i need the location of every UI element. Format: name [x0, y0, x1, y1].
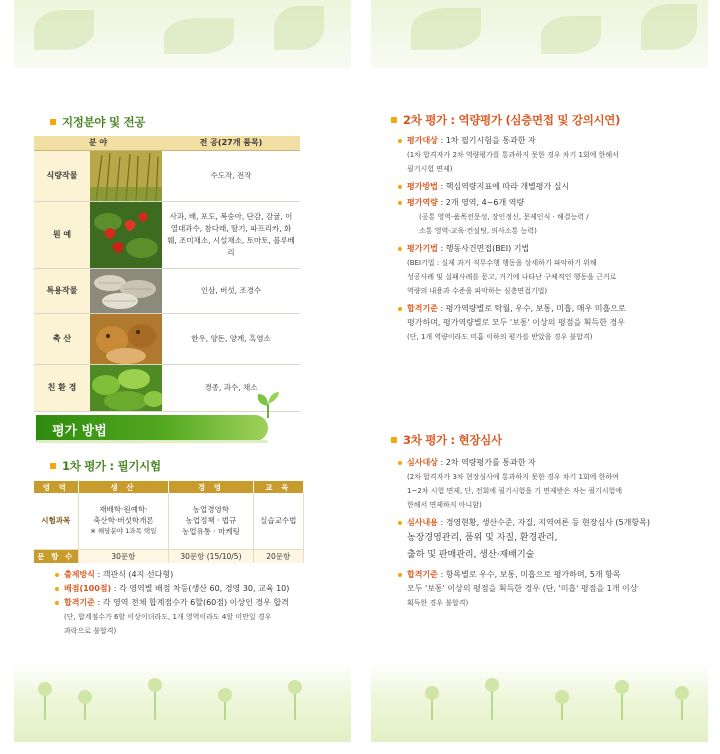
square-bullet-icon	[50, 463, 56, 469]
exam-header-education: 교 육	[253, 481, 303, 493]
education-subjects-cell: 실습교수법	[253, 493, 303, 549]
row-label-subjects: 시험과목	[34, 493, 78, 549]
square-bullet-icon	[50, 119, 56, 125]
exam-table	[34, 481, 304, 563]
note-line: (단, 1개 역량이라도 미흡 이하의 평가를 받았을 경우 불합격)	[407, 333, 593, 341]
list-item: 합격기준 : 각 영역 전체 합계점수가 6할(60점) 이상인 경우 합격	[54, 596, 344, 610]
note-line: 역량의 내용과 수준을 파악하는 심층면접기법)	[407, 287, 548, 295]
section-title-field-review: 3차 평가 : 현장심사	[391, 432, 502, 448]
note-line: 과락으로 불합격)	[64, 627, 117, 635]
sprout-icon	[256, 392, 280, 418]
note-line: (1차 합격자가 2차 역량평가를 통과하지 못한 경우 차기 1회에 한해서	[407, 151, 619, 159]
exam-header-management: 경 영	[169, 481, 253, 493]
list-item: 평가기법 : 행동사건면접(BEI) 기법	[397, 242, 697, 256]
section-title-competency: 2차 평가 : 역량평가 (심층면접 및 강의시연)	[391, 112, 620, 128]
exam-subjects-row	[34, 493, 304, 549]
section-title-fields: 지정분야 및 전공	[50, 114, 145, 130]
count-cell: 30문항 (15/10/5)	[169, 549, 253, 563]
count-cell: 20문항	[253, 549, 303, 563]
category-cell: 친 환 경	[34, 364, 90, 411]
list-item: 출제방식 : 객관식 (4지 선다형)	[54, 568, 344, 582]
production-note: ※ 해당분야 1과목 택일	[90, 527, 157, 536]
note-line: 1~2차 시험 면제, 단, 전회에 필기시험을 기 면제받은 자는 필기시험에	[407, 487, 623, 495]
field-review-list	[397, 456, 697, 610]
table-row	[34, 313, 300, 364]
note-line: 소통 영역-교육·컨설팅, 의사소통 능력)	[419, 227, 537, 235]
bottom-decor-band	[14, 662, 351, 742]
category-cell: 축 산	[34, 313, 90, 364]
note-line: 평가하며, 평가역량별로 모두 '보통' 이상의 평점을 획득한 경우	[407, 318, 625, 327]
exam-header-production: 생 산	[78, 481, 169, 493]
note-line: 획득한 경우 불합격)	[407, 599, 469, 607]
note-line: (2차 합격자가 3차 현장심사에 통과하지 못한 경우 차기 1회에 한하여	[407, 473, 619, 481]
page-gutter	[351, 0, 371, 754]
major-cell: 한우, 양돈, 양계, 흑염소	[162, 313, 300, 364]
written-exam-list	[54, 568, 344, 638]
note-line: 모두 '보통' 이상의 평점을 획득한 경우 (단, '미흡' 평점을 1개 이상	[407, 584, 638, 593]
greens-photo	[90, 364, 162, 411]
management-subject-line: 농업정책 · 법규	[185, 516, 237, 526]
count-cell: 30문항	[78, 549, 169, 563]
exam-counts-row	[34, 549, 304, 563]
table-row	[34, 268, 300, 313]
list-item: 합격기준 : 평가역량별로 탁월, 우수, 보통, 미흡, 매우 미흡으로	[397, 302, 697, 316]
category-cell: 특용작물	[34, 268, 90, 313]
table-header-major: 전 공(27개 품목)	[162, 136, 300, 150]
left-page	[14, 0, 351, 754]
evaluation-method-banner	[36, 415, 268, 441]
table-header-field: 분 야	[34, 136, 162, 150]
category-cell: 원 예	[34, 201, 90, 268]
table-row	[34, 201, 300, 268]
right-page	[371, 0, 708, 754]
note-line: 성공사례 및 실패사례를 묻고, 거기에 나타난 구체적인 행동을 근거로	[407, 273, 617, 281]
note-line: (공통 영역-품목전문성, 장인정신, 문제인식 · 해결능력 /	[419, 213, 589, 221]
section-title-written-exam: 1차 평가 : 필기시험	[50, 458, 161, 474]
note-line: 필기시험 면제)	[407, 165, 453, 173]
cattle-photo	[90, 313, 162, 364]
top-decor-band	[371, 0, 708, 68]
list-item: 심사내용 : 경영현황, 생산수준, 자질, 지역여론 등 현장심사 (5개항목)	[397, 516, 697, 530]
exam-header-area: 영 역	[34, 481, 78, 493]
list-item: 심사대상 : 2차 역량평가를 통과한 자	[397, 456, 697, 470]
crop-photo	[90, 150, 162, 201]
table-row	[34, 150, 300, 201]
fields-table	[34, 136, 300, 412]
list-item: 평가대상 : 1차 필기시험을 통과한 자	[397, 134, 697, 148]
square-bullet-icon	[391, 437, 397, 443]
production-subject-line: 축산학·버섯학개론	[93, 516, 154, 526]
management-subject-line: 농업경영학	[192, 505, 230, 515]
list-item: 평가역량 : 2개 영역, 4~6개 역량	[397, 196, 697, 210]
note-line: (단, 합계점수가 6할 이상이더라도, 1개 영역이라도 4할 미만일 경우	[64, 613, 272, 621]
major-cell: 수도작, 전작	[162, 150, 300, 201]
list-item: 배점(100점) : 각 영역별 배점 차등(생산 60, 경영 30, 교육 10)	[54, 582, 344, 596]
major-cell: 사과, 배, 포도, 복숭아, 단감, 감귤, 이열대과수, 참다래, 딸기, 파프리카, 화훼, 조미채소, 시설채소, 토마토, 블루베리	[162, 201, 300, 268]
production-subject-line: 재배학·원예학·	[99, 505, 148, 515]
strawberry-photo	[90, 201, 162, 268]
bottom-decor-band	[371, 662, 708, 742]
management-subjects-cell	[169, 493, 253, 549]
note-line: 농장경영관리, 품위 및 자질, 환경관리,	[407, 533, 558, 543]
note-line: 출하 및 판매관리, 생산·재배기술	[407, 550, 535, 560]
major-cell: 인삼, 버섯, 조경수	[162, 268, 300, 313]
top-decor-band	[14, 0, 351, 68]
row-label-counts: 문 항 수	[34, 549, 78, 563]
management-subject-line: 농업유통 · 마케팅	[181, 527, 240, 537]
square-bullet-icon	[391, 117, 397, 123]
production-subjects-cell	[78, 493, 169, 549]
banner-underline	[36, 440, 268, 443]
banner-title: 평가 방법	[52, 424, 107, 439]
category-cell: 식량작물	[34, 150, 90, 201]
competency-list	[397, 134, 697, 344]
mushroom-photo	[90, 268, 162, 313]
note-line: (BEI기법 : 실제 과거 직무수행 행동을 상세하기 파악하기 위해	[407, 259, 597, 267]
note-line: 한해서 면제하지 아니함)	[407, 501, 482, 509]
list-item: 평가방법 : 핵심역량지표에 따라 개별평가 실시	[397, 180, 697, 194]
major-cell: 경종, 과수, 채소	[162, 364, 300, 411]
list-item: 합격기준 : 항목별로 우수, 보통, 미흡으로 평가하며, 5개 항목	[397, 568, 697, 582]
